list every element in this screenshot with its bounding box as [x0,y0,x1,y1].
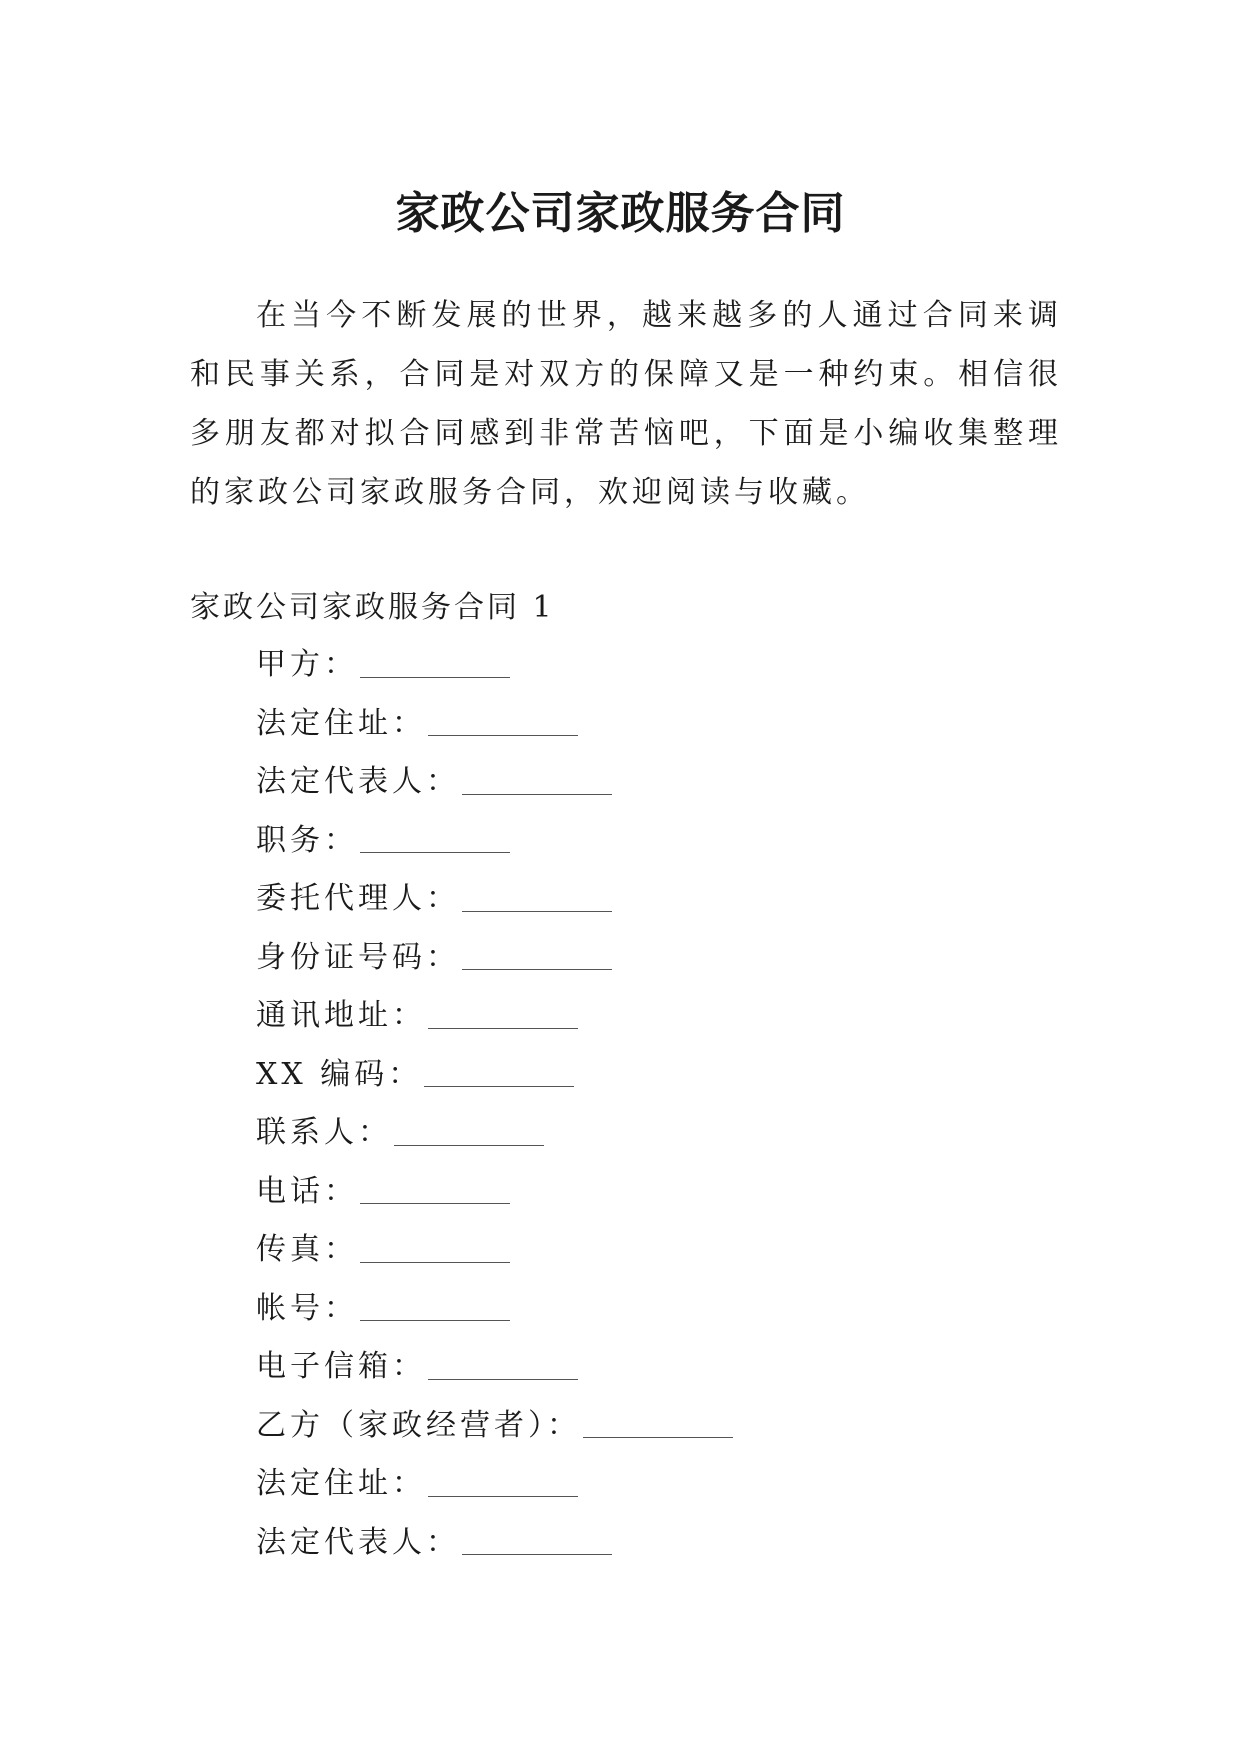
field-blank [462,939,612,970]
field-label: XX 编码： [256,1056,423,1092]
field-label: 法定住址： [256,1466,426,1501]
field-label: 通讯地址： [256,998,426,1033]
field-label: 法定代表人： [256,1524,460,1560]
field-blank [360,1290,510,1321]
field-label: 电话： [256,1173,358,1209]
field-label: 法定住址： [256,705,426,741]
field-label: 帐号： [256,1290,358,1326]
field-blank [360,822,510,853]
field-blank [428,705,578,736]
field-blank [462,764,612,795]
field-id-number [256,929,733,988]
field-phone [256,1163,733,1222]
field-blank [462,1524,612,1555]
field-label: 法定代表人： [256,764,460,799]
field-blank [583,1407,733,1438]
field-blank [360,1173,510,1204]
field-label: 联系人： [256,1115,392,1150]
field-account [256,1280,733,1339]
field-blank [360,647,510,678]
field-mailing-address [256,987,733,1046]
field-email [256,1338,733,1397]
field-postal-code [256,1046,733,1105]
field-blank [428,1349,578,1380]
field-legal-representative [256,753,733,812]
field-label: 甲方： [256,647,358,682]
field-blank [394,1115,544,1146]
field-legal-address [256,695,733,754]
field-label: 乙方（家政经营者）： [256,1407,581,1443]
field-label: 电子信箱： [256,1349,426,1384]
field-blank [428,998,578,1029]
field-blank [462,881,612,912]
field-blank [428,1466,578,1497]
field-label: 身份证号码： [256,939,460,975]
field-blank [424,1056,574,1087]
field-label: 传真： [256,1232,358,1267]
intro-paragraph: 在当今不断发展的世界，越来越多的人通过合同来调和民事关系，合同是对双方的保障又是一种约束。相信很多朋友都对拟合同感到非常苦恼吧，下面是小编收集整理的家政公司家政服务合同，欢迎阅读与收藏。 [190,298,1062,510]
field-blank [360,1232,510,1263]
field-agent [256,870,733,929]
field-party-b [256,1397,733,1456]
contract-fields-list [256,636,733,1572]
field-party-a [256,636,733,695]
field-legal-representative-b [256,1514,733,1573]
field-label: 职务： [256,822,358,858]
field-fax [256,1221,733,1280]
section-heading: 家政公司家政服务合同 1 [190,590,555,625]
field-contact [256,1104,733,1163]
field-legal-address-b [256,1455,733,1514]
document-title: 家政公司家政服务合同 [395,188,846,240]
field-label: 委托代理人： [256,881,460,916]
field-position [256,812,733,871]
